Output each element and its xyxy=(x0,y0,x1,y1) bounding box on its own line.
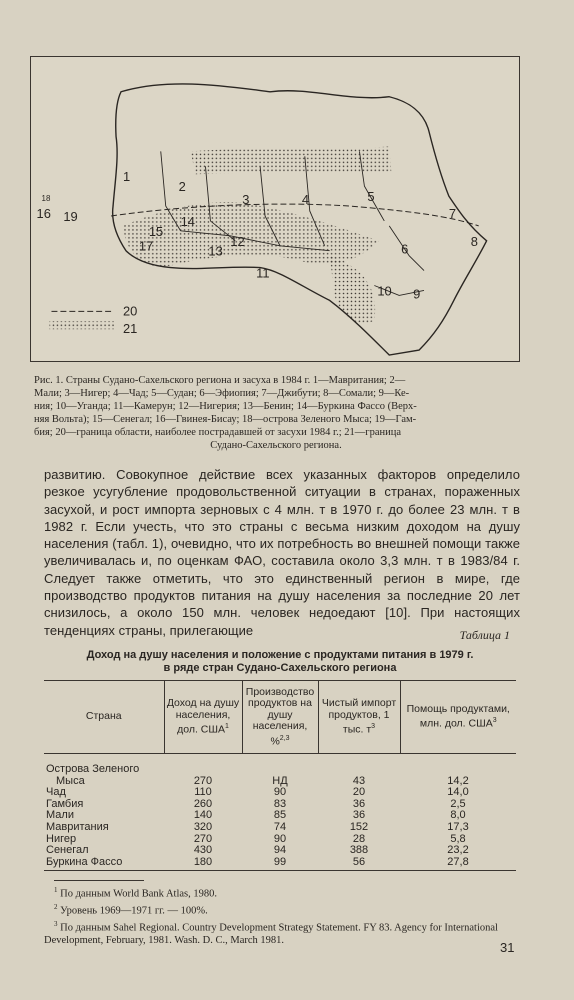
caption-line: Судано-Сахельского региона. xyxy=(210,440,342,451)
table-header-row xyxy=(44,681,516,754)
map-label-8: 8 xyxy=(470,233,478,249)
body-paragraph: развитию. Совокупное действие всех указанных факторов определило резкое усугубление продовольственной ситуации в странах, пораженных засухой, и рост импорта зерновых с 4 млн. т в 1970 г. до более 23 млн. т в 1982 г. Если учесть, что это страны с весьма низким доходом на душу населения (табл. 1), очевидно, что их потребность во внешней помощи также увеличивалась и, по оценкам ФАО, составила около 3,3 млн. т в 1983/84 г. Следует также отметить, что это единственный регион в мире, где производство продуктов питания на душу населения за последние 20 лет снизилось, а около 150 млн. человек недоедают [10]. При настоящих тенденциях страны, прилегающие xyxy=(44,467,520,638)
map-label-9: 9 xyxy=(413,286,421,302)
legend-stipple xyxy=(49,321,114,329)
legend-label-20: 20 xyxy=(122,303,138,319)
page-number: 31 xyxy=(500,940,515,955)
caption-line: Рис. 1. Страны Судано-Сахельского региона и засуха в 1984 г. 1—Мавритания; 2— xyxy=(34,375,406,386)
map-label-3: 3 xyxy=(242,192,250,208)
map-label-6: 6 xyxy=(401,241,409,257)
table-title-line-2: в ряде стран Судано-Сахельского региона xyxy=(163,662,397,674)
legend-label-21: 21 xyxy=(122,321,138,337)
figure-caption xyxy=(34,374,518,452)
map-label-1: 1 xyxy=(122,169,131,185)
caption-line: бия; 20—граница области, наиболее пострадавшей от засухи 1984 г.; 21—граница xyxy=(34,427,401,438)
map-label-18: 18 xyxy=(41,194,51,204)
table-row: Мали 140 85 36 8,0 xyxy=(46,809,466,822)
table-row: Буркина Фассо 180 99 56 27,8 xyxy=(44,857,516,871)
map-label-13: 13 xyxy=(208,243,223,259)
table-row: Нигер 270 90 28 5,8 xyxy=(46,832,466,845)
footnote-2: $^2$ Уровень 1969—1971 гг. — 100%. xyxy=(54,903,208,917)
map-label-5: 5 xyxy=(367,189,375,205)
map-label-7: 7 xyxy=(448,205,457,221)
table-title-line-1: Доход на душу населения и положение с продуктами питания в 1979 г. xyxy=(86,649,474,661)
map-svg xyxy=(31,57,519,361)
footnote-1: $^1$ По данным World Bank Atlas, 1980. xyxy=(54,886,218,900)
header-production: Производство продуктов на душу населения, %$^{2,3}$ xyxy=(242,681,318,754)
map-label-17: 17 xyxy=(138,238,154,254)
caption-line: ния; 10—Уганда; 11—Камерун; 12—Нигерия; 13—Бенин; 14—Буркина Фассо (Верх- xyxy=(34,401,417,412)
table-row: Чад 110 90 20 14,0 xyxy=(46,786,469,799)
caption-line: няя Вольта); 15—Сенегал; 16—Гвинея-Бисау; 18—острова Зеленого Мыса; 19—Гам- xyxy=(34,414,417,425)
header-country: Страна xyxy=(44,681,164,754)
income-food-table xyxy=(44,680,516,871)
table-row: Сенегал 430 94 388 23,2 xyxy=(46,844,469,857)
map-label-16: 16 xyxy=(36,205,51,221)
map-label-14: 14 xyxy=(180,213,195,229)
map-label-12: 12 xyxy=(230,233,245,249)
map-label-11: 11 xyxy=(256,265,270,281)
map-label-10: 10 xyxy=(377,283,392,299)
table-row: Мыса 270 НД 43 14,2 xyxy=(56,774,469,787)
map-label-4: 4 xyxy=(301,192,310,208)
table-title xyxy=(40,649,520,675)
table-row: Гамбия 260 83 36 2,5 xyxy=(46,797,466,810)
table-label: Таблица 1 xyxy=(459,628,510,642)
header-income: Доход на душу населения, дол. США$^1$ xyxy=(164,681,242,754)
table-row: Мавритания 320 74 152 17,3 xyxy=(46,820,469,833)
map-legend xyxy=(49,303,137,336)
africa-map-figure xyxy=(30,56,520,362)
caption-line: Мали; 3—Нигер; 4—Чад; 5—Судан; 6—Эфиопия; 7—Джибути; 8—Сомали; 9—Ке- xyxy=(34,388,410,399)
header-aid: Помощь продуктами, млн. дол. США$^3$ xyxy=(400,681,516,754)
map-label-2: 2 xyxy=(178,179,186,195)
header-import: Чистый импорт продуктов, 1 тыс. $т^3$ xyxy=(318,681,400,754)
footnotes xyxy=(44,884,520,948)
map-label-19: 19 xyxy=(63,208,78,224)
footnote-3: $^3$ По данным Sahel Regional. Country Development Strategy Statement. FY 83. Agency for International Development, February, 1981. Wash. D. C., March 1981. xyxy=(44,920,498,946)
table-row: Острова Зеленого xyxy=(46,763,140,775)
map-label-15: 15 xyxy=(148,223,164,239)
footnote-rule xyxy=(54,880,144,881)
drought-area-east xyxy=(330,256,375,324)
